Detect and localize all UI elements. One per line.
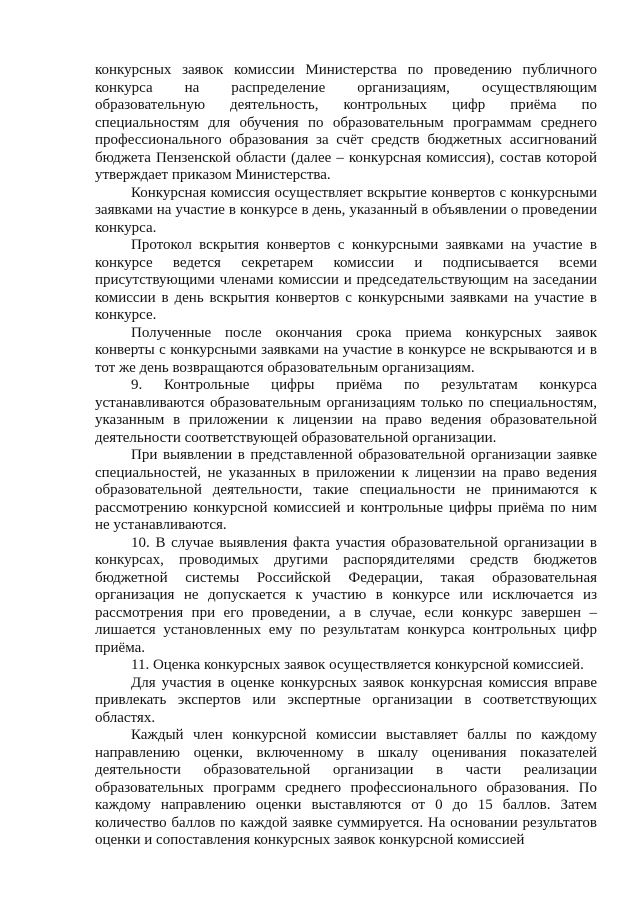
paragraph-experts: Для участия в оценке конкурсных заявок конкурсная комиссия вправе привлекать экспертов или экспертные организации в соответствующих областях.: [95, 674, 597, 726]
paragraph-continuation: конкурсных заявок комиссии Министерства по проведению публичного конкурса на распределение организациям, осуществляющим образовательную деятельность, контрольных цифр приёма по специальностям для обучения по образовательным программам среднего профессионального образования за счёт средств бюджетных ассигнований бюджета Пензенской области (далее – конкурсная комиссия), состав которой утверждает приказом Министерства.: [95, 62, 597, 183]
paragraph-opening-protocol: Протокол вскрытия конвертов с конкурсными заявками на участие в конкурсе ведется секретарем комиссии и подписывается всеми присутствующими членами комиссии и председательствующим на заседании комиссии в день вскрытия конвертов с конкурсными заявками на участие в конкурсе.: [95, 237, 597, 323]
paragraph-commission-opening: Конкурсная комиссия осуществляет вскрытие конвертов с конкурсными заявками на участие в конкурсе в день, указанный в объявлении о проведении конкурса.: [95, 184, 597, 236]
paragraph-unlicensed-specialties: При выявлении в представленной образовательной организации заявке специальностей, не указанных в приложении к лицензии на право ведения образовательной деятельности, такие специальности не принимаются к рассмотрению конкурсной комиссией и контрольные цифры приёма по ним не устанавливаются.: [95, 447, 597, 533]
document-body: [95, 62, 597, 850]
paragraph-item-10: 10. В случае выявления факта участия образовательной организации в конкурсах, проводимых другими распорядителями средств бюджетов бюджетной системы Российской Федерации, такая образовательная организация не допускается к участию в конкурсе или исключается из рассмотрения при его проведении, а в случае, если конкурс завершен – лишается установленных ему по результатам конкурса контрольных цифр приёма.: [95, 534, 597, 656]
paragraph-item-11: 11. Оценка конкурсных заявок осуществляется конкурсной комиссией.: [131, 657, 584, 673]
paragraph-item-9: 9. Контрольные цифры приёма по результатам конкурса устанавливаются образовательным организациям только по специальностям, указанным в приложении к лицензии на право ведения образовательной деятельности соответствующей образовательной организации.: [95, 377, 597, 446]
paragraph-scoring: Каждый член конкурсной комиссии выставляет баллы по каждому направлению оценки, включенному в шкалу оценивания показателей деятельности образовательной организации в части реализации образовательных программ среднего профессионального образования. По каждому направлению оценки выставляются от 0 до 15 баллов. Затем количество баллов по каждой заявке суммируется. На основании результатов оценки и сопоставления конкурсных заявок конкурсной комиссией: [95, 727, 597, 848]
paragraph-late-envelopes: Полученные после окончания срока приема конкурсных заявок конверты с конкурсными заявками на участие в конкурсе не вскрываются и в тот же день возвращаются образовательным организациям.: [95, 324, 597, 376]
